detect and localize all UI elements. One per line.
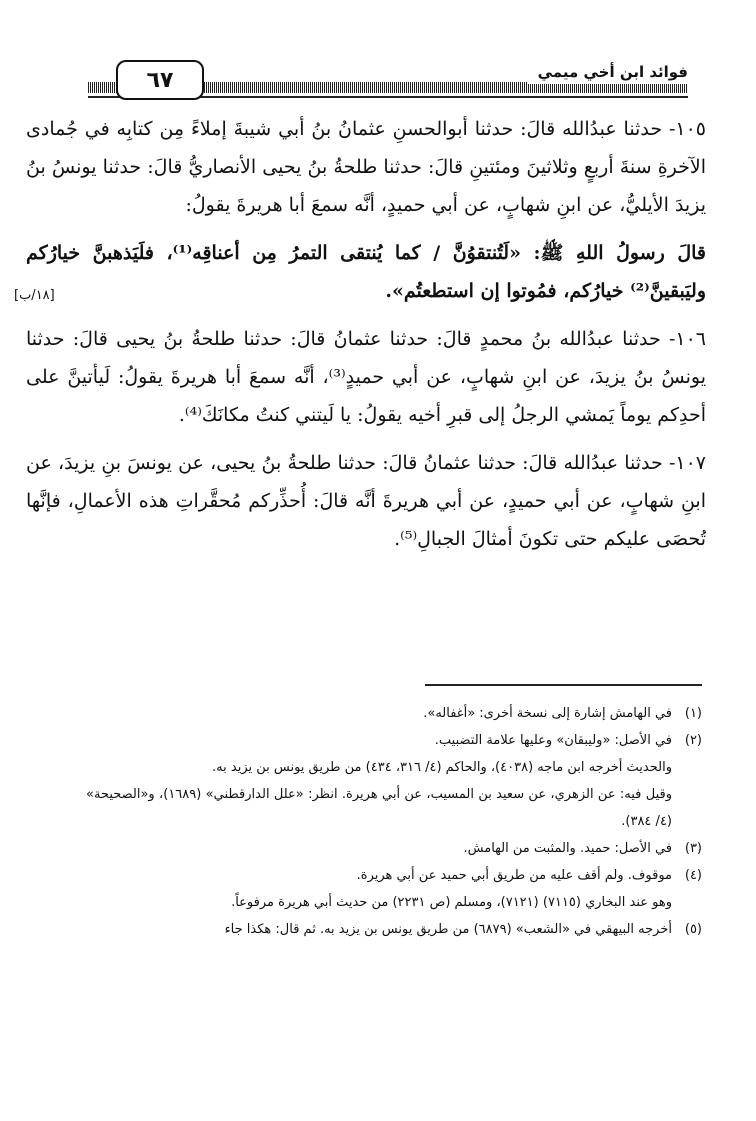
footnote-text: موقوف. ولم أقف عليه من طريق أبي حميد عن أبي هريرة. xyxy=(356,868,672,883)
main-text xyxy=(14,110,706,558)
footnote-text: في الأصل: حميد. والمثبت من الهامش. xyxy=(463,841,672,856)
footnote-number: (٢) xyxy=(684,733,702,748)
running-title: فوائد ابن أخي ميمي xyxy=(528,60,688,84)
footnote-number: (٣) xyxy=(684,841,702,856)
page-number: ٦٧ xyxy=(116,60,204,100)
footnote-1 xyxy=(86,700,702,727)
footnote-2-continuation: وقيل فيه: عن الزهري، عن سعيد بن المسيب، عن أبي هريرة. انظر: «علل الدارقطني» (١٦٨٩)، و«الصحيحة» (٤/ ٣٨٤). xyxy=(86,787,673,829)
footnote-2 xyxy=(86,727,702,754)
hadith-105-text: قالَ رسولُ اللهِ ﷺ: «لَتُنتقوُنَّ / كما يُنتقى التمرُ مِن أعناقِه⁽¹⁾، فلَيَذهبنَّ خيارُكم وليَبقينَّ⁽²⁾ خيارُكم، فمُوتوا إن استطعتُم». xyxy=(26,242,706,302)
footnote-number: (٥) xyxy=(684,922,702,937)
folio-marker: [١٨/ب] xyxy=(14,288,55,303)
footnote-3 xyxy=(86,835,702,862)
footnote-separator xyxy=(425,684,702,686)
footnote-5 xyxy=(86,916,702,943)
footnote-2-continuation: والحديث أخرجه ابن ماجه (٤٠٣٨)، والحاكم (٤/ ٣١٦، ٤٣٤) من طريق يونس بن يزيد به. xyxy=(212,760,672,775)
page-header xyxy=(88,52,688,102)
footnote-number: (٤) xyxy=(684,868,702,883)
footnote-text: في الأصل: «وليبقان» وعليها علامة التضبيب. xyxy=(434,733,672,748)
footnote-4-continuation: وهو عند البخاري (٧١١٥) (٧١٢١)، ومسلم (ص ٢٢٣١) من حديث أبي هريرة مرفوعاً. xyxy=(231,895,672,910)
footnote-4 xyxy=(86,862,702,889)
footnote-text: أخرجه البيهقي في «الشعب» (٦٨٧٩) من طريق يونس بن يزيد به. ثم قال: هكذا جاء xyxy=(224,922,672,937)
footnote-number: (١) xyxy=(684,706,702,721)
hadith-106: ١٠٦- حدثنا عبدُالله بنُ محمدٍ قالَ: حدثنا عثمانُ قالَ: حدثنا طلحةُ بنُ يحيى قالَ: حدثنا يونسُ بنُ يزيدَ، عن ابنِ شهابٍ، عن أبي حميدٍ⁽³⁾، أنَّه سمعَ أبا هريرةَ يقولُ: لَيأتينَّ على أحدِكم يوماً يَمشي الرجلُ إلى قبرِ أخيه يقولُ: يا لَيتني كنتُ مكانَكَ⁽⁴⁾. xyxy=(26,328,706,426)
footnote-text: في الهامش إشارة إلى نسخة أخرى: «أغفاله». xyxy=(423,706,672,721)
footnotes xyxy=(86,700,702,943)
hadith-105-isnad: ١٠٥- حدثنا عبدُالله قالَ: حدثنا أبوالحسنِ عثمانُ بنُ أبي شيبةَ إملاءً مِن كتابِه في جُمادى الآخرةِ سنةَ أربعٍ وثلاثينَ ومئتينِ قالَ: حدثنا طلحةُ بنُ يحيى الأنصاريُّ قالَ: حدثنا يونسُ بنُ يزيدَ الأيليُّ، عن ابنِ شهابٍ، عن أبي حميدٍ، أنَّه سمعَ أبا هريرةَ يقولُ: xyxy=(26,118,706,216)
hadith-107: ١٠٧- حدثنا عبدُالله قالَ: حدثنا عثمانُ قالَ: حدثنا طلحةُ بنُ يحيى، عن يونسَ بنِ يزيدَ، عن ابنِ شهابٍ، عن أبي حميدٍ، عن أبي هريرةَ أنَّه قالَ: أُحذِّركم مُحقَّراتِ هذه الأعمالِ، فإنَّها تُحصَى عليكم حتى تكونَ أمثالَ الجبالِ⁽⁵⁾. xyxy=(26,452,706,550)
